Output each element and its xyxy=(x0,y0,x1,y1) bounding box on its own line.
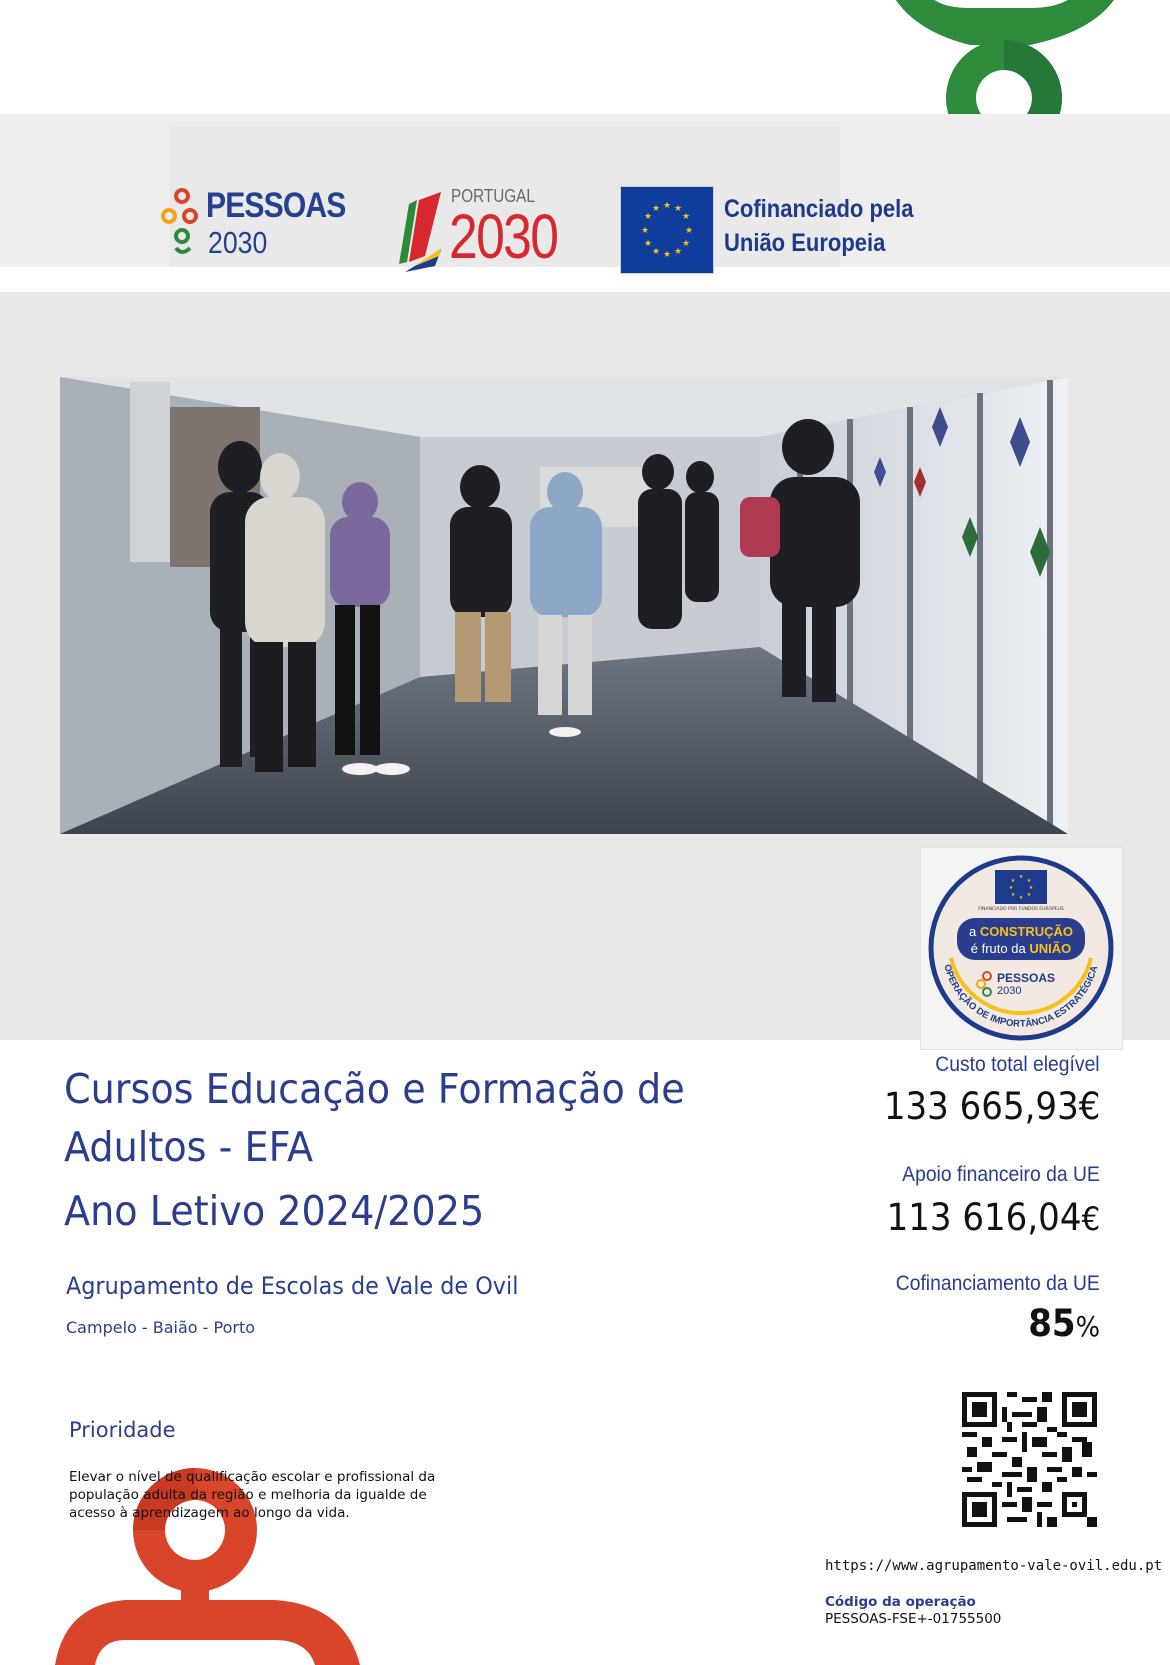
svg-text:★: ★ xyxy=(1008,885,1014,891)
eu-line-2: União Europeia xyxy=(724,229,886,257)
badge-logo-year: 2030 xyxy=(997,985,1022,997)
eu-cofinancing-label xyxy=(724,192,913,260)
hero-photo-school-corridor xyxy=(60,377,1068,834)
badge-logo-word: PESSOAS xyxy=(997,971,1056,985)
portugal-2030-logo xyxy=(395,184,575,274)
pessoas-2030-logo xyxy=(160,184,346,274)
pessoas-figure-icon xyxy=(160,186,198,272)
title-line-1: Cursos Educação e Formação de xyxy=(64,1065,685,1113)
operation-code-label: Código da operação xyxy=(825,1594,976,1610)
svg-text:★: ★ xyxy=(1028,885,1034,891)
total-cost-label: Custo total elegível xyxy=(935,1053,1100,1076)
strategic-operation-badge xyxy=(920,847,1123,1050)
portugal-word: PORTUGAL xyxy=(451,186,535,206)
eu-support-value: 113 616,04€ xyxy=(886,1196,1100,1239)
eu-cofinancing-label: Cofinanciamento da UE xyxy=(895,1272,1100,1295)
portugal-flag-icon xyxy=(395,186,443,272)
qr-code[interactable] xyxy=(962,1392,1097,1527)
priority-label: Prioridade xyxy=(69,1418,176,1442)
svg-text:★: ★ xyxy=(673,204,683,214)
svg-text:★: ★ xyxy=(662,201,672,211)
priority-text: Elevar o nível de qualificação escolar e profissional da população adulta da região e melhoria da igualde de acesso à aprendizagem ao longo da vida. xyxy=(69,1469,436,1521)
school-location: Campelo - Baião - Porto xyxy=(66,1318,256,1337)
svg-text:★: ★ xyxy=(681,239,691,249)
badge-top-text: FINANCIADO POR FUNDOS EUROPEUS xyxy=(978,907,1064,912)
svg-text:★: ★ xyxy=(1018,874,1024,880)
svg-text:★: ★ xyxy=(1018,895,1024,901)
school-year: Ano Letivo 2024/2025 xyxy=(64,1187,485,1235)
website-url[interactable]: https://www.agrupamento-vale-ovil.edu.pt xyxy=(825,1558,1163,1574)
project-title xyxy=(64,1060,734,1176)
badge-line-1: a CONSTRUÇÃO xyxy=(968,924,1074,939)
svg-text:★: ★ xyxy=(1010,878,1016,884)
badge-ring-text: OPERAÇÃO DE IMPORTÂNCIA ESTRATÉGICA xyxy=(941,963,1101,1030)
eu-cofinancing-value: 85% xyxy=(1028,1302,1100,1345)
svg-text:★: ★ xyxy=(651,204,661,214)
svg-text:★: ★ xyxy=(643,239,653,249)
svg-text:★: ★ xyxy=(651,247,661,257)
svg-text:★: ★ xyxy=(673,247,683,257)
svg-text:★: ★ xyxy=(681,212,691,222)
svg-text:★: ★ xyxy=(1026,878,1032,884)
school-name: Agrupamento de Escolas de Vale de Ovil xyxy=(66,1272,519,1300)
svg-text:★: ★ xyxy=(1010,892,1016,898)
svg-text:★: ★ xyxy=(643,212,653,222)
svg-text:★: ★ xyxy=(640,226,650,236)
pessoas-year: 2030 xyxy=(208,225,268,260)
pessoas-word: PESSOAS xyxy=(206,186,346,225)
eu-line-1: Cofinanciado pela xyxy=(724,195,914,223)
eu-flag-icon xyxy=(620,186,714,274)
badge-line-2: é fruto da UNIÃO xyxy=(970,941,1072,956)
eu-support-label: Apoio financeiro da UE xyxy=(902,1163,1100,1186)
svg-text:★: ★ xyxy=(1026,892,1032,898)
svg-text:★: ★ xyxy=(662,250,672,260)
total-cost-value: 133 665,93€ xyxy=(883,1085,1100,1128)
operation-code: PESSOAS-FSE+-01755500 xyxy=(825,1611,1002,1627)
title-line-2: Adultos - EFA xyxy=(64,1123,314,1171)
portugal-year: 2030 xyxy=(449,202,558,272)
svg-text:★: ★ xyxy=(684,226,694,236)
